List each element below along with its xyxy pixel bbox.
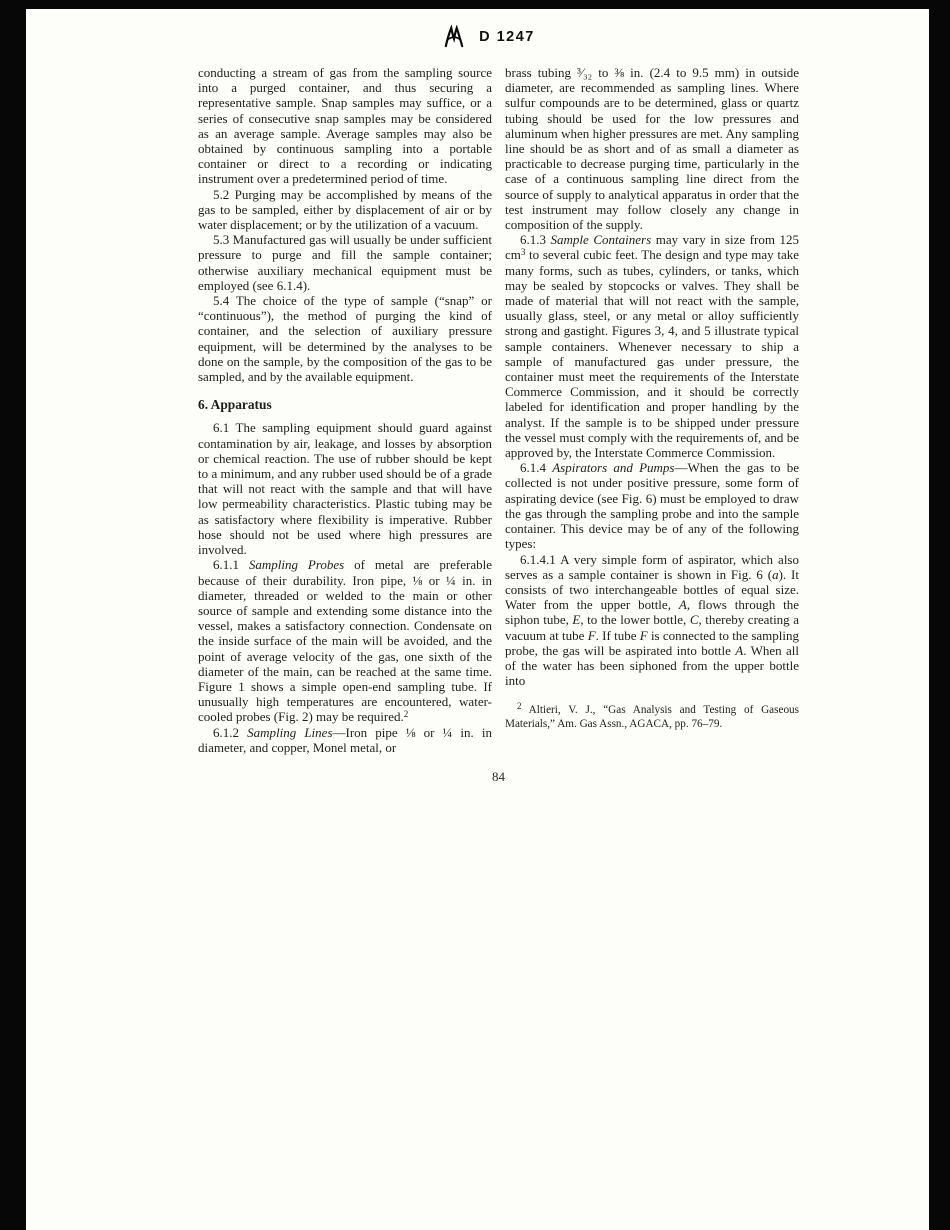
text-run: Altieri, V. J., “Gas Analysis and Testing of Gaseous Materials,” Am. Gas Assn., AGACA, pp. 76–79. bbox=[505, 704, 799, 730]
astm-logo-icon bbox=[444, 25, 464, 49]
column-left bbox=[198, 65, 492, 755]
document-code: D 1247 bbox=[479, 29, 535, 45]
text-run: 6.1.4.1 A very simple form of aspirator, which also serves as a sample container is shown in Fig. 6 ( bbox=[505, 551, 799, 582]
superscript: 2 bbox=[517, 701, 522, 712]
paragraph bbox=[505, 460, 799, 551]
scan-edge-right bbox=[929, 0, 950, 1230]
text-run: 5.3 Manufactured gas will usually be under sufficient pressure to purge and fill the sample container; otherwise auxiliary mechanical equipment must be employed (see 6.1.4). bbox=[198, 232, 492, 293]
paragraph bbox=[198, 65, 492, 187]
text-run: 5.4 The choice of the type of sample (“snap” or “continuous”), the method of purging the kind of container, and the selection of auxiliary pressure equipment, will be determined by the analyses to be done on the sample, by the composition of the gas to be sampled, and by the available equipment. bbox=[198, 293, 492, 385]
paragraph bbox=[505, 65, 799, 232]
italic-run: Sampling Probes bbox=[248, 557, 345, 573]
scan-edge-left bbox=[0, 0, 26, 1230]
italic-run: Aspirators and Pumps bbox=[552, 460, 675, 476]
paragraph bbox=[505, 232, 799, 460]
text-run: 6. Apparatus bbox=[198, 397, 272, 413]
document-header bbox=[38, 25, 941, 49]
text-run: . If tube bbox=[595, 627, 640, 643]
text-run: , to the lower bottle, bbox=[580, 612, 690, 628]
italic-run: Sampling Lines bbox=[247, 724, 333, 740]
paragraph bbox=[198, 420, 492, 557]
text-run: , flows through the siphon tube, bbox=[505, 597, 799, 628]
italic-run: C bbox=[689, 612, 699, 628]
text-run: brass tubing ³⁄₃₂ to ⅜ in. (2.4 to 9.5 mm) in outside diameter, are recommended as sampling lines. Where sulfur compounds are to be determined, glass or quartz tubing should be used for the low pressures and aluminum when higher pressures are met. Any sampling line should be as short and of as small a diameter as practicable to decrease purging time, particularly in the case of a continuous sampling line direct from the source of supply to analytical apparatus in order that the test instrument may follow closely any change in composition of the supply. bbox=[505, 65, 799, 233]
two-column-text bbox=[198, 65, 799, 755]
text-run: may vary in size from 125 cm bbox=[505, 232, 799, 263]
section-heading bbox=[198, 397, 492, 412]
text-run: 6.1.1 bbox=[213, 557, 249, 573]
text-run: 6.1.2 bbox=[213, 724, 248, 740]
text-run: conducting a stream of gas from the sampling source into a purged container, and thus securing a representative sample. Snap samples may suffice, or a series of consecutive snap samples may be considered as an average sample. Average samples may also be obtained by continuous sampling into a portable container or direct to a recording or indicating instrument over a predetermined period of time. bbox=[198, 65, 492, 187]
text-run: . When all of the water has been siphoned from the upper bottle into bbox=[505, 642, 799, 689]
text-run: —Iron pipe ⅛ or ¼ in. in diameter, and copper, Monel metal, or bbox=[198, 724, 492, 755]
italic-run: E bbox=[572, 612, 581, 628]
text-run: , thereby creating a vacuum at tube bbox=[505, 612, 799, 643]
page-content bbox=[26, 9, 929, 1230]
scan-edge-top bbox=[0, 0, 950, 9]
superscript: 3 bbox=[520, 247, 526, 258]
paragraph bbox=[505, 552, 799, 689]
italic-run: A bbox=[735, 642, 744, 658]
text-run: is connected to the sampling probe, the gas will be aspirated into bottle bbox=[505, 627, 800, 658]
text-run: ). It consists of two interchangeable bottles of equal size. Water from the upper bottle, bbox=[505, 566, 799, 613]
paragraph bbox=[198, 232, 492, 293]
page-number: 84 bbox=[492, 768, 505, 784]
column-right bbox=[505, 65, 799, 755]
italic-run: A bbox=[678, 597, 687, 613]
text-run: of metal are preferable because of their durability. Iron pipe, ⅛ or ¼ in. in diameter, threaded or welded to the main or other source of sample and extending some distance into the vessel, makes a satisfactory connection. Condensate on the inside surface of the main will be avoided, and the point of average velocity of the gas, one sixth of the diameter of the main, can be reached at the same time. Figure 1 shows a simple open-end sampling tube. If unusually high temperatures are encountered, water-cooled probes (Fig. 2) may be required. bbox=[198, 557, 492, 725]
paragraph bbox=[198, 293, 492, 384]
italic-run: Sample Containers bbox=[550, 232, 652, 248]
footnote bbox=[505, 701, 799, 731]
italic-run: F bbox=[639, 627, 648, 643]
text-run: to several cubic feet. The design and type may take many forms, such as tubes, cylinders, or tanks, which may be sealed by stopcocks or valves. They shall be made of material that will not react with the sample, usually glass, steel, or any metal or alloy sufficiently strong and gastight. Figures 3, 4, and 5 illustrate typical sample containers. Whenever necessary to ship a sample of manufactured gas under pressure, the container must meet the requirements of the Interstate Commerce Commission, and it should be correctly labeled for identification and proper handling by the analyst. If the sample is to be shipped under pressure the vessel must comply with the requirements of, and be approved by, the Interstate Commerce Commission. bbox=[505, 247, 799, 461]
paragraph bbox=[198, 557, 492, 724]
superscript: 2 bbox=[403, 709, 409, 720]
text-run: —When the gas to be collected is not under positive pressure, some form of aspirating device (see Fig. 6) must be employed to draw the gas through the sampling probe and into the sample container. This device may be of any of the following types: bbox=[505, 460, 800, 552]
paragraph bbox=[198, 187, 492, 233]
text-run: 5.2 Purging may be accomplished by means of the gas to be sampled, either by displacement of air or by water displacement; or by the utilization of a vacuum. bbox=[198, 186, 492, 233]
italic-run: a bbox=[772, 566, 779, 582]
italic-run: F bbox=[587, 627, 596, 643]
text-run: 6.1.4 bbox=[520, 460, 553, 476]
text-run: 6.1.3 bbox=[520, 232, 551, 248]
text-run: 6.1 The sampling equipment should guard against contamination by air, leakage, and losses by absorption or chemical reaction. The use of rubber should be kept to a minimum, and any rubber used should be of a grade that will not react with the sample and that will have low permeability characteristics. Plastic tubing may be as satisfactory where flexibility is imperative. Rubber hose should not be used where high pressures are involved. bbox=[198, 420, 492, 558]
paragraph bbox=[198, 725, 492, 755]
